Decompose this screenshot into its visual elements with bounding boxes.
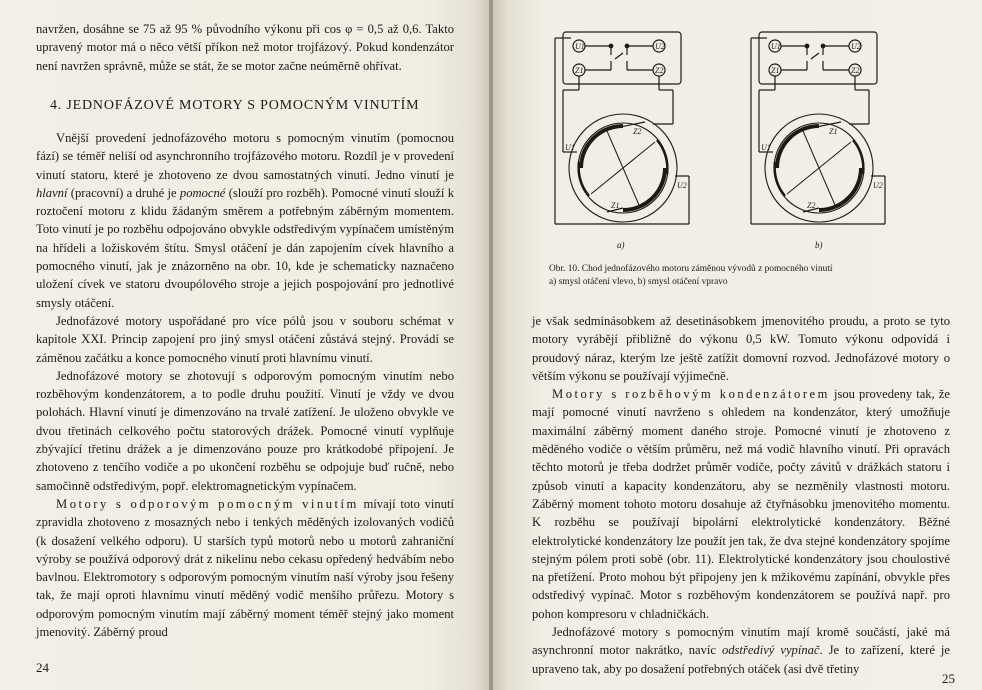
panel-b-label: b) [815,240,823,250]
right-body [532,312,950,678]
coil-u1-label: U1 [565,143,575,152]
coil-u2-label: U2 [677,181,687,190]
text-run: Vnější provedení jednofázového motoru s pomocným vinutím (pomocnou fází) se téměř neliší od asynchronního trojfázového motoru. Rozdíl je v provedení vinutí statoru, které je zhotoveno ze dvou samostatných vinutí. Jedno vinutí je [36,131,454,182]
text-run: Jednofázové motory se zhotovují s odporovým pomocným vinutím nebo rozběhovým kondenzátorem, a to podle druhu použití. Vinutí je vždy ve dvou polohách. Hlavní vinutí je dimenzováno na trvalé zatížení. Je uloženo obvykle ve dvou třetinách celkového počtu statorových drážek. Pomocné vinutí vyplňuje zbývající třetinu drážek a je dimenzováno pouze pro krátkodobé připojení. Je zhotoveno z tenčího vodiče a po ukončení rozběhu se odpojuje buď ručně, nebo samočinně odstředivým, popř. elektromagnetickým vypínačem. [36,368,454,493]
coil-z2-label: Z2 [633,127,642,136]
terminal-z2-label: Z2 [655,66,664,75]
left-page [0,0,489,690]
coil-z1-label: Z1 [829,127,838,136]
figure-panel-b [751,32,885,224]
italic-term: hlavní [36,185,68,200]
paragraph [532,623,950,678]
text-run: (slouží pro rozběh). Pomocné vinutí slouží k roztočení motoru z klidu žádaným směrem a potřebným záběrným momentem. Toto vinutí je po rozběhu odpojováno obvykle odstředivým vypínačem umístěným na hřídeli a ložiskovém štítu. Smysl otáčení je dán zapojením cívek hlavního a pomocného vinutí, jak je znázorněno na obr. 10, kde je schematicky naznačeno uložení cívek ve statoru dvoupólového stroje a jejich pospojování pro jednotlivé smysly otáčení. [36,185,454,310]
caption-line-2: a) smysl otáčení vlevo, b) smysl otáčení vpravo [549,277,728,287]
section-heading: 4. JEDNOFÁZOVÉ MOTORY S POMOCNÝM VINUTÍM [50,98,420,113]
coil-u1-label: U1 [761,143,771,152]
figure-caption [549,263,929,289]
text-run: mívají toto vinutí zpravidla zhotoveno z mosazných nebo i tenkých měděných izolovaných vodičů (k dosažení velkého odporu). U starších typů motorů nebo u motorů zahraniční výroby se používá odporový drát z nikelinu nebo cekasu opředený hedvábím nebo bavlnou. Elektromotory s odporovým pomocným vinutím naší výroby jsou řešeny tak, že mají oproti hlavnímu vinutí měděný vodič menšího průřezu. Motory s odporovým pomocným vinutím mají záběrný moment téměř stejný jako moment jmenovitý. Záběrný proud [36,496,454,640]
right-page [493,0,982,690]
text-run: Jednofázové motory s pomocným vinutím mají kromě součástí, jaké má asynchronní motor nakrátko, navíc [532,625,950,658]
text-run: jsou provedeny tak, že mají pomocné vinutí navrženo s ohledem na kondenzátor, který umožňuje maximální záběrný moment daného stroje. Pomocné vinutí je zhotoveno z měděného vodiče o větším průměru, než má vodič hlavního vinutí. Při opravách těchto motorů je třeba dodržet průměr vodiče, počty závitů v drážkách statoru i způsob vinutí a kapacity kondenzátoru, aby se nezměnily vlastnosti motoru. Záběrný moment tohoto motoru dosahuje až čtyřnásobku jmenovitého momentu. K rozběhu se používají bipolární elektrolytické kondenzátory. Běžné elektrolytické kondenzátory lze použít jen tak, že dva stejné kondenzátory spojíme stejným pólem proti sobě (obr. 11). Elektrolytické kondenzátory jsou choulostivé na přetížení. Proto mohou být připojeny jen k mžikovému zapínání, obvykle přes odstředivý vypínač. Motor s rozběhovým kondenzátorem se používá např. pro pohon kompresoru v chladničkách. [532,387,950,621]
page-number-left: 24 [36,660,49,675]
terminal-u1-label: U1 [575,42,585,51]
panel-a-label: a) [617,240,625,250]
spaced-emphasis: Motory s odporovým pomocným vinutím [56,496,359,511]
page-number-right: 25 [942,671,955,686]
text-run: (pracovní) a druhé je [67,185,180,200]
figure-panel-a [555,32,689,224]
text-run: Jednofázové motory uspořádané pro více pólů jsou v souboru schémat v kapitole XXI. Princip zapojení pro jiný smysl otáčení zůstává stejný. Provádí se záměnou začátku a konce pomocného vinutí proti hlavnímu vinutí. [36,313,454,365]
top-paragraph-text: navržen, dosáhne se 75 až 95 % původního výkonu při cos φ = 0,5 až 0,6. Takto upravený motor má o něco větší příkon než motor trojfázový. Pokud kondenzátor není navržen správně, může se stát, že se motor začne neúměrně ohřívat. [36,22,454,73]
coil-z1-label: Z1 [611,201,620,210]
text-run: je však sedminásobkem až desetinásobkem jmenovitého proudu, a proto se tyto motory vyrábějí přibližně do výkonu 0,5 kW. Tomuto výkonu odpovídá i proudový náraz, kterým lze ještě zatížit domovní rozvod. Jednofázové motory o větším výkonu se používají výjimečně. [532,314,950,383]
paragraph [36,367,454,495]
figure-10 [549,28,923,256]
top-paragraph [36,20,454,75]
paragraph [36,129,454,312]
spaced-emphasis: Motory s rozběhovým kondenzátorem [552,387,830,402]
paragraph [36,312,454,367]
terminal-z2-label: Z2 [851,66,860,75]
caption-line-1: Obr. 10. Chod jednofázového motoru záměnou vývodů z pomocného vinutí [549,264,833,274]
text-run: . Je to zařízení, které je upraveno tak, aby po dosažení potřebných otáček (asi dvě třetiny [532,643,950,676]
coil-z2-label: Z2 [807,201,816,210]
terminal-z1-label: Z1 [771,66,780,75]
italic-term: odstředivý vypínač [721,643,820,658]
left-body [36,129,454,641]
paragraph [532,312,950,385]
italic-term: pomocné [179,185,226,200]
paragraph [36,495,454,641]
coil-u2-label: U2 [873,181,883,190]
terminal-u2-label: U2 [851,42,861,51]
terminal-u2-label: U2 [655,42,665,51]
terminal-u1-label: U1 [771,42,781,51]
paragraph [532,385,950,623]
terminal-z1-label: Z1 [575,66,584,75]
